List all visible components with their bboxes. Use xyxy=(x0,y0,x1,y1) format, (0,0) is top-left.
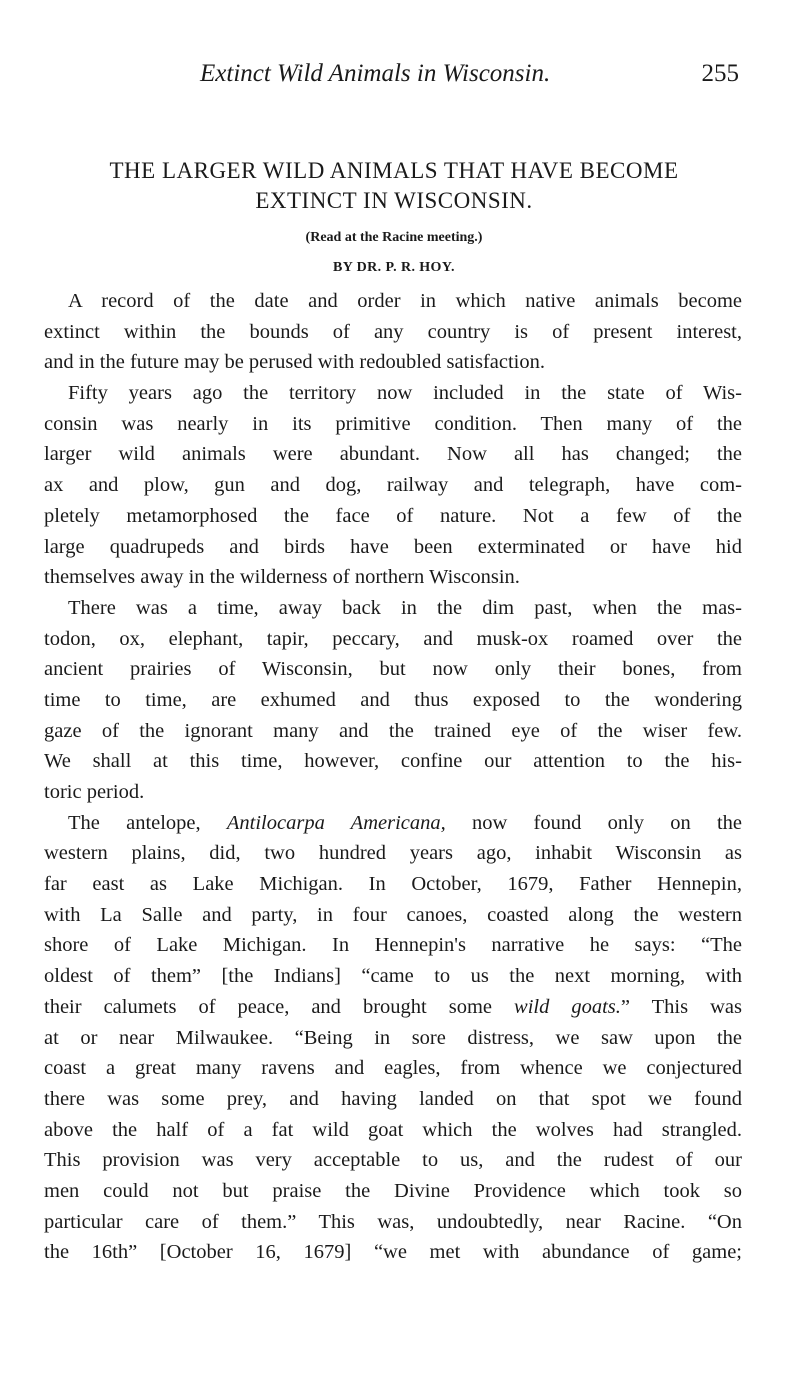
text-line: coast a great many ravens and eagles, from whence we conjectured xyxy=(44,1057,742,1080)
text-line: with La Salle and party, in four canoes, coasted along the western xyxy=(44,903,742,926)
text-line: western plains, did, two hundred years ago, inhabit Wisconsin as xyxy=(44,842,742,865)
text-line: men could not but praise the Divine Providence which took so xyxy=(44,1179,742,1202)
article-title-line: THE LARGER WILD ANIMALS THAT HAVE BECOME xyxy=(109,158,679,183)
text-line: Fifty years ago the territory now included in the state of Wis- xyxy=(68,382,742,405)
text-line xyxy=(44,992,742,1023)
text-line: particular care of them.” This was, undoubtedly, near Racine. “On xyxy=(44,1210,742,1233)
text-line: A record of the date and order in which native animals become xyxy=(68,290,742,312)
reading-note: (Read at the Racine meeting.) xyxy=(305,230,483,245)
text-line: consin was nearly in its primitive condition. Then many of the xyxy=(44,412,742,435)
text-segment: ” This was xyxy=(620,995,743,1018)
text-line: the 16th” [October 16, 1679] “we met with abundance of game; xyxy=(44,1241,742,1264)
text-line: larger wild animals were abundant. Now all has changed; the xyxy=(44,443,742,466)
running-title: Extinct Wild Animals in Wisconsin. xyxy=(200,60,551,87)
species-name: Antilocarpa Americana, xyxy=(226,811,446,834)
text-line: at or near Milwaukee. “Being in sore distress, we saw upon the xyxy=(44,1026,742,1049)
text-line: oldest of them” [the Indians] “came to us the next morning, with xyxy=(44,965,742,988)
text-line: We shall at this time, however, confine our attention to the his- xyxy=(44,750,742,773)
text-line: there was some prey, and having landed on that spot we found xyxy=(44,1087,742,1110)
text-line: and in the future may be perused with redoubled satisfaction. xyxy=(44,351,545,374)
article-title-line: EXTINCT IN WISCONSIN. xyxy=(255,188,533,213)
quoted-phrase: wild goats. xyxy=(514,995,621,1018)
text-line: This provision was very acceptable to us, and the rudest of our xyxy=(44,1149,742,1172)
text-line: time to time, are exhumed and thus exposed to the wondering xyxy=(44,688,742,711)
article-body xyxy=(44,286,742,1268)
text-line: themselves away in the wilderness of northern Wisconsin. xyxy=(44,566,520,589)
author-byline: BY DR. P. R. HOY. xyxy=(333,260,455,275)
text-line: ancient prairies of Wisconsin, but now only their bones, from xyxy=(44,658,742,681)
text-line: above the half of a fat wild goat which the wolves had strangled. xyxy=(44,1118,742,1141)
text-line: extinct within the bounds of any country is of present interest, xyxy=(44,320,742,343)
text-line: There was a time, away back in the dim past, when the mas- xyxy=(68,596,742,619)
text-line: ax and plow, gun and dog, railway and telegraph, have com- xyxy=(44,474,742,497)
text-line: todon, ox, elephant, tapir, peccary, and musk-ox roamed over the xyxy=(44,627,742,650)
text-line xyxy=(44,808,742,839)
running-head xyxy=(200,60,745,94)
text-segment: now found only on the xyxy=(445,811,743,834)
text-segment: The antelope, xyxy=(68,811,227,834)
text-line: toric period. xyxy=(44,781,145,803)
text-line: far east as Lake Michigan. In October, 1679, Father Hennepin, xyxy=(44,873,742,896)
text-line: gaze of the ignorant many and the trained eye of the wiser few. xyxy=(44,719,742,742)
text-segment: their calumets of peace, and brought some xyxy=(44,995,515,1018)
page-number: 255 xyxy=(701,60,739,87)
text-line: shore of Lake Michigan. In Hennepin's narrative he says: “The xyxy=(44,934,742,957)
text-line: pletely metamorphosed the face of nature. Not a few of the xyxy=(44,504,742,527)
text-line: large quadrupeds and birds have been exterminated or have hid xyxy=(44,535,742,558)
article-title xyxy=(44,156,744,216)
